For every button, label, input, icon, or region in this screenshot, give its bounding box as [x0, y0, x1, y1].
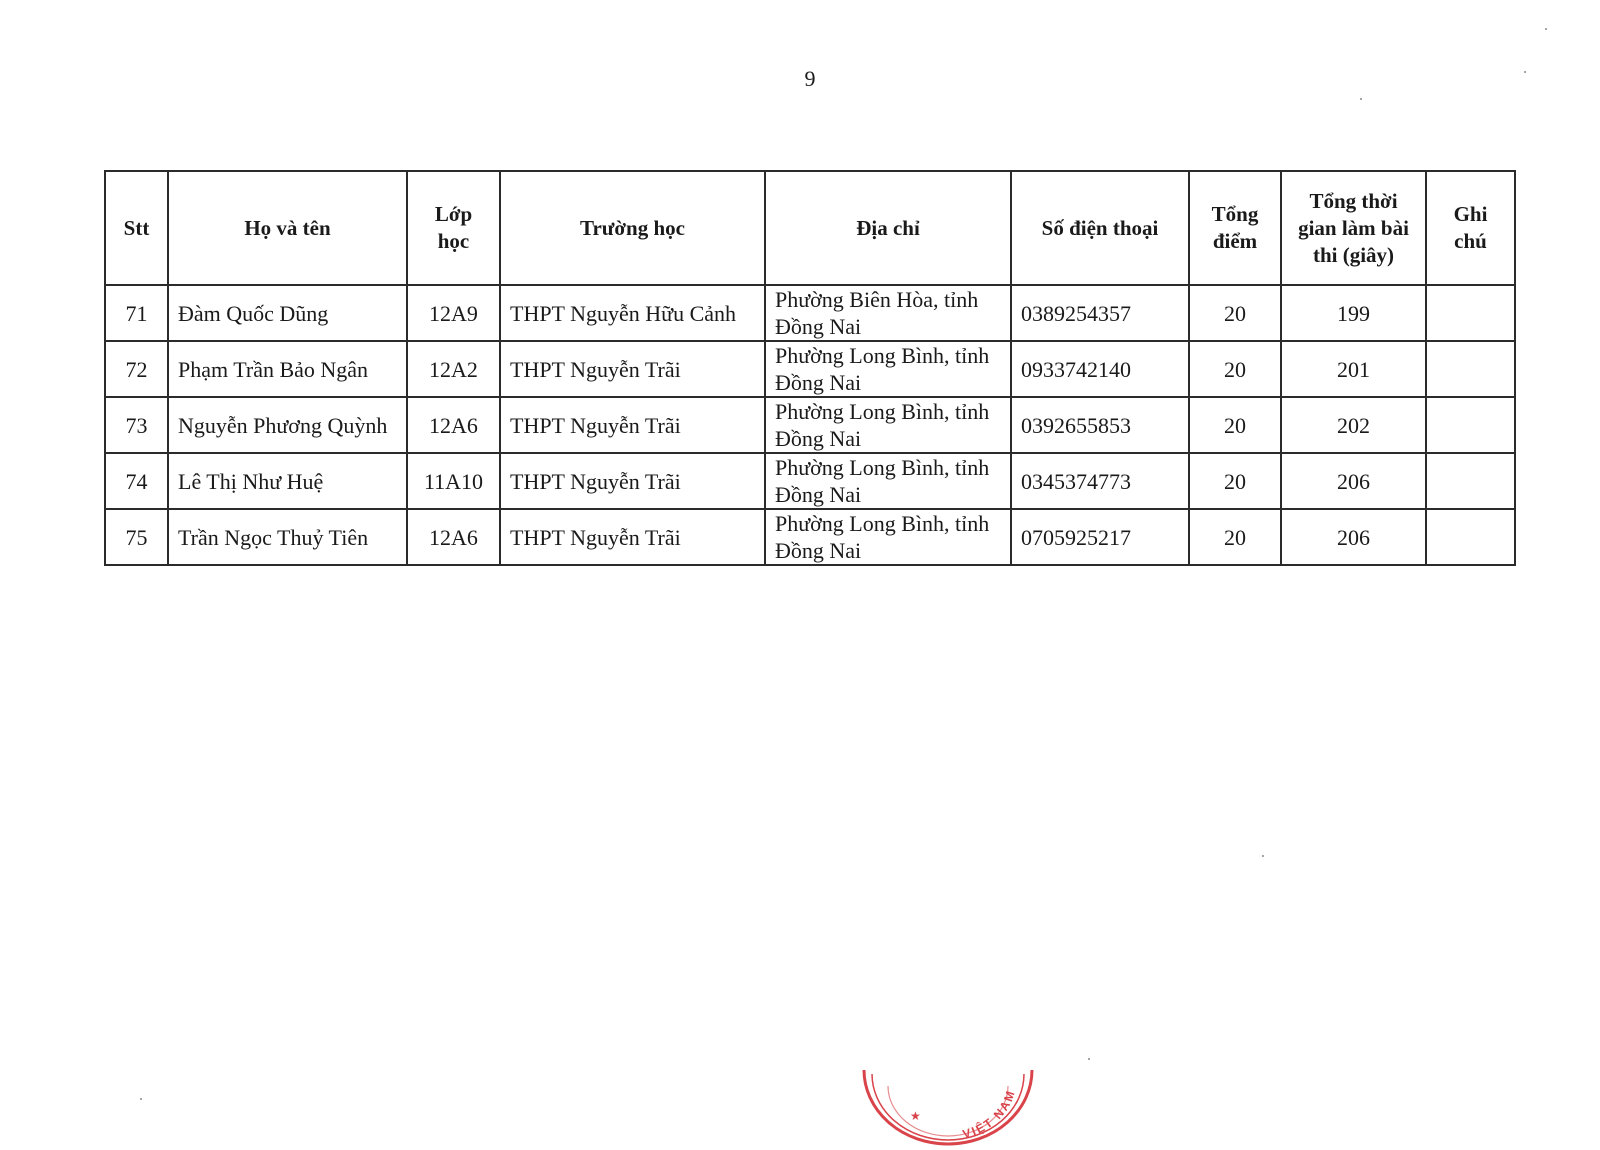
cell-score: 20	[1189, 397, 1281, 453]
cell-address: Phường Biên Hòa, tỉnh Đồng Nai	[765, 285, 1011, 341]
cell-score: 20	[1189, 285, 1281, 341]
cell-stt: 73	[105, 397, 168, 453]
cell-name: Trần Ngọc Thuỷ Tiên	[168, 509, 407, 565]
seal-text: VIỆT NAM	[960, 1087, 1019, 1142]
cell-time: 206	[1281, 509, 1426, 565]
header-note: Ghi chú	[1426, 171, 1515, 285]
table-row	[105, 453, 1515, 509]
header-score: Tổng điểm	[1189, 171, 1281, 285]
cell-name: Nguyễn Phương Quỳnh	[168, 397, 407, 453]
cell-note	[1426, 285, 1515, 341]
header-school: Trường học	[500, 171, 765, 285]
scan-speck	[1545, 28, 1547, 30]
cell-name: Đàm Quốc Dũng	[168, 285, 407, 341]
cell-time: 201	[1281, 341, 1426, 397]
cell-class: 12A6	[407, 397, 500, 453]
cell-school: THPT Nguyễn Hữu Cảnh	[500, 285, 765, 341]
cell-note	[1426, 397, 1515, 453]
cell-note	[1426, 341, 1515, 397]
cell-school: THPT Nguyễn Trãi	[500, 509, 765, 565]
cell-note	[1426, 509, 1515, 565]
table-row	[105, 285, 1515, 341]
table-row	[105, 341, 1515, 397]
cell-phone: 0705925217	[1011, 509, 1189, 565]
scan-speck	[1262, 855, 1264, 857]
header-name: Họ và tên	[168, 171, 407, 285]
cell-score: 20	[1189, 453, 1281, 509]
cell-name: Phạm Trần Bảo Ngân	[168, 341, 407, 397]
cell-score: 20	[1189, 341, 1281, 397]
cell-class: 12A2	[407, 341, 500, 397]
header-stt: Stt	[105, 171, 168, 285]
scan-speck	[1088, 1058, 1090, 1060]
cell-stt: 72	[105, 341, 168, 397]
cell-phone: 0345374773	[1011, 453, 1189, 509]
results-table	[104, 170, 1516, 566]
cell-class: 12A6	[407, 509, 500, 565]
header-phone: Số điện thoại	[1011, 171, 1189, 285]
seal-star-icon: ★	[910, 1109, 921, 1123]
scan-speck	[1360, 98, 1362, 100]
cell-class: 11A10	[407, 453, 500, 509]
header-address: Địa chỉ	[765, 171, 1011, 285]
page-number: 9	[804, 66, 816, 91]
official-seal-stamp	[858, 1040, 1038, 1150]
cell-score: 20	[1189, 509, 1281, 565]
cell-stt: 74	[105, 453, 168, 509]
cell-name: Lê Thị Như Huệ	[168, 453, 407, 509]
scan-speck	[140, 1098, 142, 1100]
header-class: Lớp học	[407, 171, 500, 285]
cell-address: Phường Long Bình, tỉnh Đồng Nai	[765, 453, 1011, 509]
cell-address: Phường Long Bình, tỉnh Đồng Nai	[765, 397, 1011, 453]
table-body	[105, 285, 1515, 565]
cell-phone: 0933742140	[1011, 341, 1189, 397]
cell-note	[1426, 453, 1515, 509]
scan-speck	[1524, 71, 1526, 73]
table-row	[105, 397, 1515, 453]
cell-time: 206	[1281, 453, 1426, 509]
cell-stt: 75	[105, 509, 168, 565]
cell-time: 202	[1281, 397, 1426, 453]
cell-phone: 0392655853	[1011, 397, 1189, 453]
cell-class: 12A9	[407, 285, 500, 341]
table-header	[105, 171, 1515, 285]
table-row	[105, 509, 1515, 565]
cell-school: THPT Nguyễn Trãi	[500, 341, 765, 397]
cell-school: THPT Nguyễn Trãi	[500, 453, 765, 509]
cell-address: Phường Long Bình, tỉnh Đồng Nai	[765, 509, 1011, 565]
cell-stt: 71	[105, 285, 168, 341]
cell-address: Phường Long Bình, tỉnh Đồng Nai	[765, 341, 1011, 397]
header-time: Tổng thời gian làm bài thi (giây)	[1281, 171, 1426, 285]
cell-phone: 0389254357	[1011, 285, 1189, 341]
cell-time: 199	[1281, 285, 1426, 341]
cell-school: THPT Nguyễn Trãi	[500, 397, 765, 453]
